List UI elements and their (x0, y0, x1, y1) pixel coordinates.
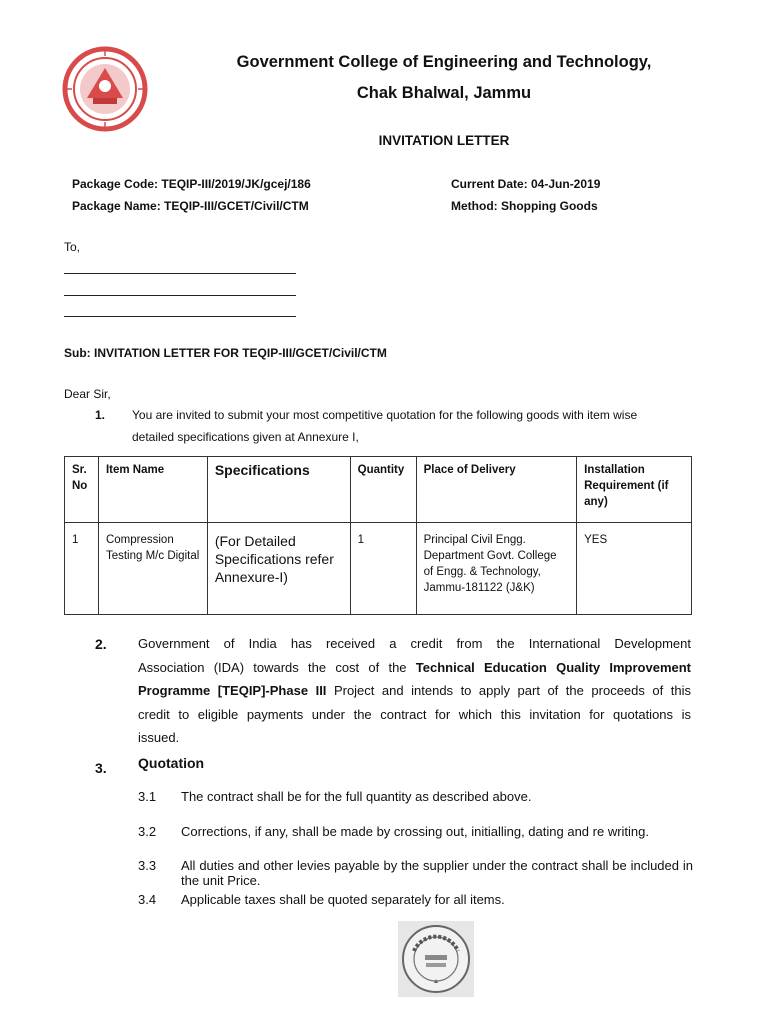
point1-text-line2: detailed specifications given at Annexure I, (132, 430, 359, 444)
items-table (64, 456, 692, 615)
point2-line2 (138, 656, 691, 680)
package-code: Package Code: TEQIP-III/2019/JK/gcej/186 (72, 177, 311, 191)
point2-programme-name: Technical Education Quality Improvement (415, 659, 692, 675)
quotation-heading: Quotation (138, 755, 205, 771)
point2-line2-text: Association (IDA) towards the cost of the (138, 659, 416, 675)
college-name-line1: Government College of Engineering and Technology, (236, 53, 652, 71)
subject-line: Sub: INVITATION LETTER FOR TEQIP-III/GCET/Civil/CTM (64, 346, 387, 360)
cell-installation: YES (577, 523, 692, 615)
point1-text-line1: You are invited to submit your most competitive quotation for the following goods with item wise (132, 408, 638, 422)
cell-quantity: 1 (350, 523, 416, 615)
clause-number: 3.3 (138, 858, 157, 873)
cell-place-of-delivery: Principal Civil Engg. Department Govt. College of Engg. & Technology, Jammu-181122 (J&K) (416, 523, 577, 615)
address-blank-line (64, 273, 296, 274)
address-to: To, (64, 240, 81, 254)
point2-line1: Government of India has received a credit from the International Development (138, 636, 691, 651)
point2-line3 (138, 679, 691, 703)
header-place-of-delivery: Place of Delivery (416, 457, 577, 523)
point2-line4: credit to eligible payments under the contract for which this invitation for quotations is (138, 706, 691, 722)
point1-number: 1. (95, 408, 106, 422)
header-quantity: Quantity (350, 457, 416, 523)
point2-line3-text: Project and intends to apply part of the proceeds of this (326, 683, 691, 698)
header-item-name: Item Name (98, 457, 207, 523)
current-date: Current Date: 04-Jun-2019 (451, 177, 601, 191)
cell-sr-no: 1 (65, 523, 99, 615)
header-sr-no: Sr. No (65, 457, 99, 523)
table-header-row (65, 457, 692, 523)
clause-text: All duties and other levies payable by the supplier under the contract shall be included in the unit Price. (181, 858, 693, 888)
clause-text: Corrections, if any, shall be made by crossing out, initialling, dating and re writing. (181, 824, 649, 839)
college-name-line2: Chak Bhalwal, Jammu (356, 84, 532, 102)
point3-number: 3. (95, 760, 107, 776)
office-stamp (398, 921, 474, 997)
cell-item-name: Compression Testing M/c Digital (98, 523, 207, 615)
point2-paragraph (138, 632, 691, 750)
cell-specifications: (For Detailed Specifications refer Annexure-I) (207, 523, 350, 615)
clause-number: 3.1 (138, 789, 157, 804)
clause-text: Applicable taxes shall be quoted separately for all items. (181, 892, 505, 907)
package-name: Package Name: TEQIP-III/GCET/Civil/CTM (72, 199, 309, 213)
clause-number: 3.2 (138, 824, 157, 839)
point2-line5: issued. (138, 730, 180, 745)
point2-programme-phase: Programme [TEQIP]-Phase III (138, 683, 327, 698)
header-specifications: Specifications (207, 457, 350, 523)
address-blank-line (64, 295, 296, 296)
salutation: Dear Sir, (64, 387, 111, 401)
clause-text: The contract shall be for the full quantity as described above. (181, 789, 532, 804)
table-row (65, 523, 692, 615)
point2-number: 2. (95, 636, 107, 652)
header-installation: Installation Requirement (if any) (577, 457, 692, 523)
clause-number: 3.4 (138, 892, 157, 907)
address-blank-line (64, 316, 296, 317)
document-title: INVITATION LETTER (378, 133, 510, 148)
procurement-method: Method: Shopping Goods (451, 199, 598, 213)
